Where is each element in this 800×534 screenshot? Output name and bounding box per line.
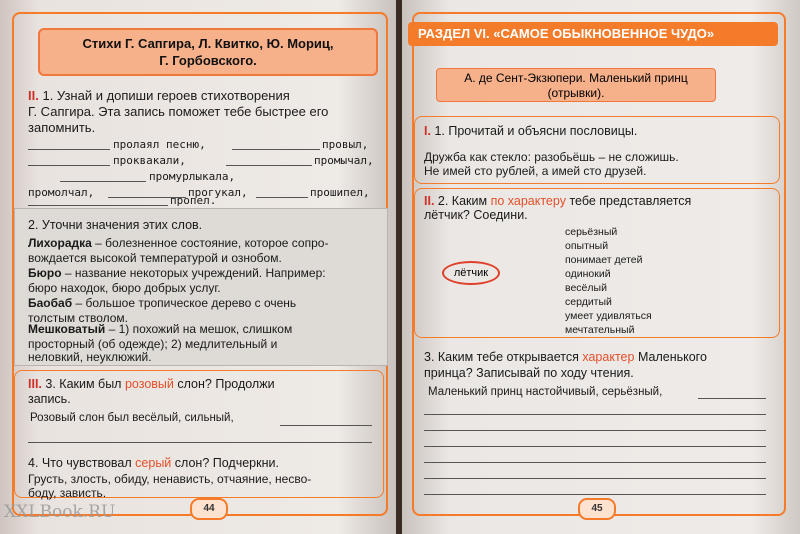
blank-line[interactable]: [60, 181, 146, 182]
blank-label: промычал,: [314, 154, 374, 167]
blank-label: прошипел,: [310, 186, 370, 199]
trait-item[interactable]: мечтательный: [565, 324, 635, 336]
blank-label: пролаял песню,: [113, 138, 206, 151]
answer-line[interactable]: [28, 442, 372, 443]
definition-cont: толстым стволом.: [28, 311, 129, 325]
blank-label: провыл,: [322, 138, 369, 151]
definition-cont: неловкий, неуклюжий.: [28, 350, 152, 364]
watermark-text: XXLBook.RU: [4, 502, 116, 522]
task4-line1: 4. Что чувствовал серый слон? Подчеркни.: [28, 456, 279, 470]
page-number: 45: [578, 498, 616, 520]
blank-label: прогукал,: [188, 186, 248, 199]
blank-line[interactable]: [226, 165, 312, 166]
answer-line[interactable]: [424, 414, 766, 415]
pilot-oval[interactable]: лётчик: [442, 261, 500, 285]
trait-item[interactable]: весёлый: [565, 282, 607, 294]
blank-label: пропел.: [170, 194, 217, 207]
trait-item[interactable]: умеет удивляться: [565, 310, 652, 322]
proverb: Дружба как стекло: разобьёшь – не сложишь.: [424, 150, 679, 164]
trait-item[interactable]: одинокий: [565, 268, 611, 280]
definition-cont: бюро находок, бюро добрых услуг.: [28, 281, 221, 295]
chapter-title: Стихи Г. Сапгира, Л. Квитко, Ю. Мориц, Г. Горбовского.: [38, 28, 378, 76]
definition-cont: просторный (об одежде); 2) медлительный и: [28, 337, 278, 351]
r-task2-line1: II. 2. Каким по характеру тебе представляется: [424, 194, 692, 208]
blank-line[interactable]: [28, 165, 110, 166]
answer-line[interactable]: [424, 462, 766, 463]
task3-line1: III. 3. Каким был розовый слон? Продолжи: [28, 377, 275, 391]
definition-baobab: Баобаб – большое тропическое дерево с очень: [28, 296, 297, 310]
task3-line2: запись.: [28, 392, 71, 406]
blank-line[interactable]: [232, 149, 320, 150]
answer-line[interactable]: [698, 398, 766, 399]
r-task3-line2: принца? Записывай по ходу чтения.: [424, 366, 634, 380]
answer-line[interactable]: [424, 478, 766, 479]
trait-item[interactable]: сердитый: [565, 296, 612, 308]
task1-line2: Г. Сапгира. Эта запись поможет тебе быстрее его: [28, 104, 329, 119]
answer-line[interactable]: [424, 494, 766, 495]
r-task1-line: I. 1. Прочитай и объясни пословицы.: [424, 124, 638, 138]
task4-words: Грусть, злость, обиду, ненависть, отчаяние, несво-: [28, 472, 312, 486]
section-header: РАЗДЕЛ VI. «САМОЕ ОБЫКНОВЕННОЕ ЧУДО»: [408, 22, 778, 46]
answer-line[interactable]: [424, 430, 766, 431]
story-title: А. де Сент-Экзюпери. Маленький принц (отрывки).: [436, 68, 716, 102]
answer-line[interactable]: [280, 425, 372, 426]
left-page: [0, 0, 398, 534]
trait-item[interactable]: серьёзный: [565, 226, 618, 238]
r-task3-line1: 3. Каким тебе открывается характер Маленького: [424, 350, 707, 364]
blank-line[interactable]: [256, 197, 308, 198]
task2-heading: 2. Уточни значения этих слов.: [28, 218, 203, 232]
trait-item[interactable]: опытный: [565, 240, 609, 252]
page-number: 44: [190, 498, 228, 520]
task1-line3: запомнить.: [28, 120, 96, 135]
definition-byuro: Бюро – название некоторых учреждений. Например:: [28, 266, 326, 280]
definition-lihoradka: Лихорадка – болезненное состояние, которое сопро-: [28, 236, 329, 250]
definition-meshkovatyi: Мешковатый – 1) похожий на мешок, слишком: [28, 322, 293, 336]
blank-label: проквакали,: [113, 154, 186, 167]
task3-answer: Розовый слон был весёлый, сильный,: [30, 412, 234, 424]
blank-line[interactable]: [28, 205, 168, 206]
blank-label: промурлыкала,: [149, 170, 236, 183]
task4-words: боду, зависть.: [28, 486, 107, 500]
r-task2-line2: лётчик? Соедини.: [424, 208, 528, 222]
blank-label: промолчал,: [28, 186, 95, 199]
blank-line[interactable]: [28, 149, 110, 150]
definition-cont: вождается высокой температурой и ознобом.: [28, 251, 282, 265]
answer-line[interactable]: [424, 446, 766, 447]
r-task3-answer: Маленький принц настойчивый, серьёзный,: [428, 386, 663, 398]
task1-line1: II. 1. Узнай и допиши героев стихотворения: [28, 88, 290, 103]
proverb: Не имей сто рублей, а имей сто друзей.: [424, 164, 647, 178]
trait-item[interactable]: понимает детей: [565, 254, 643, 266]
